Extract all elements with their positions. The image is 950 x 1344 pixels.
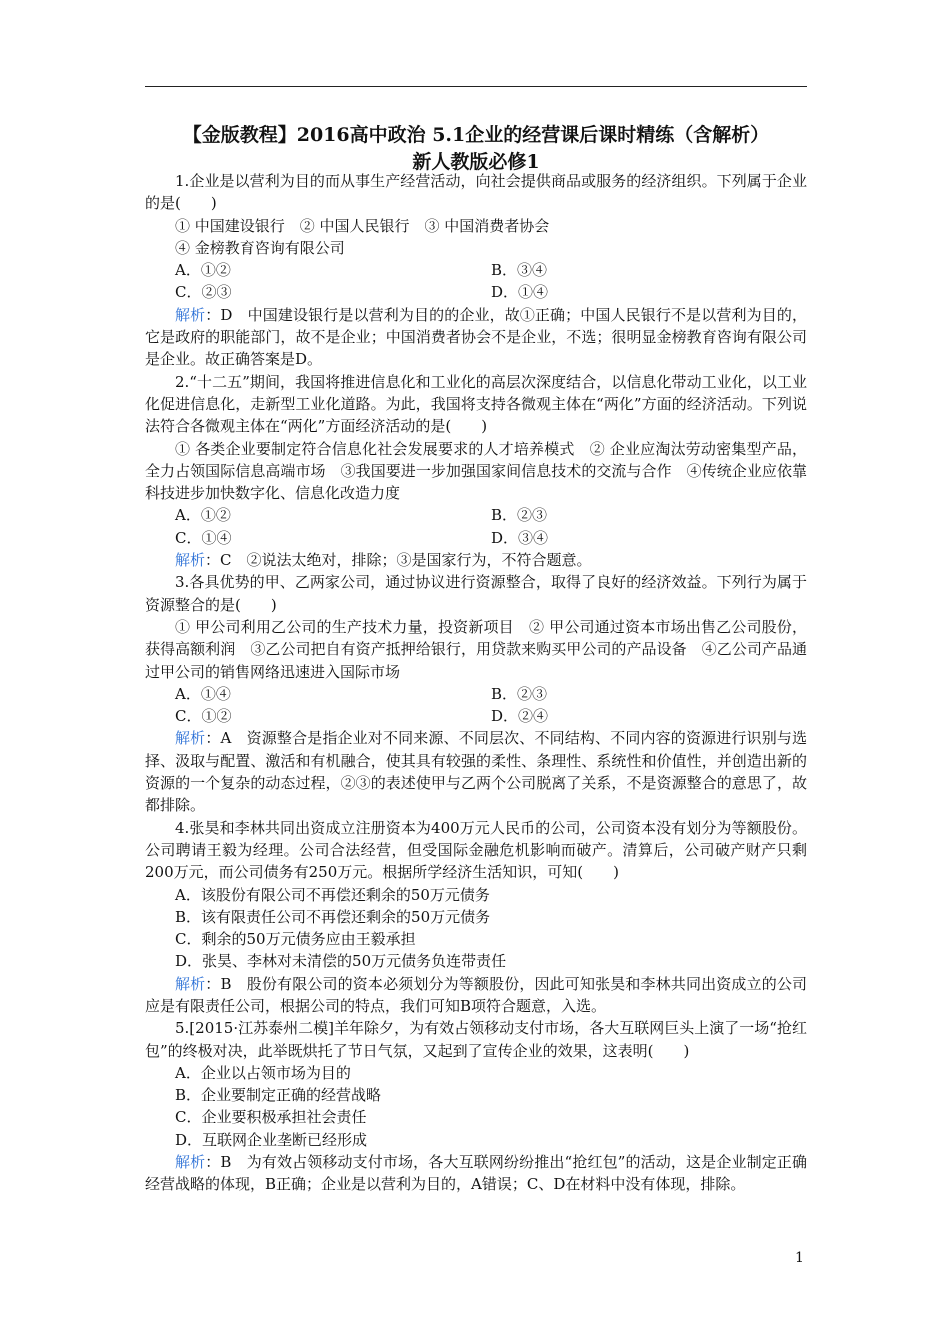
question-3-option-b: B．②③ bbox=[491, 684, 548, 703]
analysis-label: 解析 bbox=[175, 305, 206, 324]
question-1-options-row-2 bbox=[145, 281, 807, 303]
question-5-analysis bbox=[145, 1151, 807, 1196]
question-2-items: ① 各类企业要制定符合信息化社会发展要求的人才培养模式 ② 企业应淘汰劳动密集型产品，全力占领国际信息高端市场 ③我国要进一步加强国家间信息技术的交流与合作 ④传统企业应依靠科技进步加快数字化、信息化改造力度 bbox=[145, 439, 807, 503]
question-4-analysis bbox=[145, 973, 807, 1018]
question-3-options-row-1 bbox=[145, 683, 807, 705]
question-1-items-2: ④ 金榜教育咨询有限公司 bbox=[175, 238, 345, 257]
document-title bbox=[145, 122, 807, 176]
question-2-option-a: A．①② bbox=[175, 506, 231, 525]
question-1-option-a: A．①② bbox=[175, 261, 231, 280]
question-3-option-c: C．①② bbox=[175, 707, 232, 726]
question-5-option-d: D．互联网企业垄断已经形成 bbox=[175, 1130, 368, 1149]
analysis-text: ：C ②说法太绝对，排除；③是国家行为，不符合题意。 bbox=[205, 551, 592, 570]
question-2-analysis bbox=[145, 549, 807, 571]
question-1-option-b: B．③④ bbox=[491, 261, 548, 280]
document-body bbox=[145, 170, 807, 1196]
analysis-label: 解析 bbox=[175, 974, 206, 993]
analysis-text: ：A 资源整合是指企业对不同来源、不同层次、不同结构、不同内容的资源进行识别与选择、汲取与配置、激活和有机融合，使其具有较强的柔性、条理性、系统性和价值性，并创造出新的资源的一个复杂的动态过程，②③的表述使甲与乙两个公司脱离了关系，不是资源整合的意思了，故都排除。 bbox=[145, 729, 807, 815]
question-4-option-a: A．该股份有限公司不再偿还剩余的50万元债务 bbox=[175, 885, 490, 904]
question-3-analysis bbox=[145, 727, 807, 816]
question-1-items-1: ① 中国建设银行 ② 中国人民银行 ③ 中国消费者协会 bbox=[175, 216, 550, 235]
question-1-options-row-1 bbox=[145, 259, 807, 281]
question-3-option-d: D．②④ bbox=[491, 707, 549, 726]
question-2-options-row-1 bbox=[145, 504, 807, 526]
question-2-option-d: D．③④ bbox=[491, 528, 549, 547]
question-1-stem: 1.企业是以营利为目的而从事生产经营活动，向社会提供商品或服务的经济组织。下列属于企业的是( ) bbox=[145, 172, 807, 213]
analysis-label: 解析 bbox=[175, 729, 206, 748]
analysis-text: ：D 中国建设银行是以营利为目的的企业，故①正确；中国人民银行不是以营利为目的，它是政府的职能部门，故不是企业；中国消费者协会不是企业，不选；很明显金榜教育咨询有限公司是企业。故正确答案是D。 bbox=[145, 305, 807, 369]
title-line-2: 新人教版必修1 bbox=[412, 151, 540, 173]
question-2-option-c: C．①④ bbox=[175, 528, 232, 547]
question-1-analysis bbox=[145, 304, 807, 371]
page-number: 1 bbox=[795, 1250, 804, 1266]
question-2-option-b: B．②③ bbox=[491, 506, 548, 525]
analysis-text: ：B 股份有限公司的资本必须划分为等额股份，因此可知张昊和李林共同出资成立的公司应是有限责任公司，根据公司的特点，我们可知B项符合题意，入选。 bbox=[145, 974, 807, 1015]
question-5-option-a: A．企业以占领市场为目的 bbox=[175, 1063, 351, 1082]
analysis-label: 解析 bbox=[175, 1153, 206, 1172]
title-line-1: 【金版教程】2016高中政治 5.1企业的经营课后课时精练（含解析） bbox=[182, 124, 770, 146]
top-rule bbox=[145, 86, 807, 87]
analysis-text: ：B 为有效占领移动支付市场，各大互联网纷纷推出“抢红包”的活动，这是企业制定正确经营战略的体现，B正确；企业是以营利为目的，A错误；C、D在材料中没有体现，排除。 bbox=[145, 1153, 807, 1194]
question-5-option-b: B．企业要制定正确的经营战略 bbox=[175, 1086, 382, 1105]
question-4-stem: 4.张昊和李林共同出资成立注册资本为400万元人民币的公司，公司资本没有划分为等额股份。公司聘请王毅为经理。公司合法经营，但受国际金融危机影响而破产。清算后，公司破产财产只剩200万元，而公司债务有250万元。根据所学经济生活知识，可知( ) bbox=[145, 818, 807, 882]
question-2-options-row-2 bbox=[145, 527, 807, 549]
question-4-option-c: C．剩余的50万元债务应由王毅承担 bbox=[175, 930, 416, 949]
question-5-stem: 5.[2015·江苏泰州二模]羊年除夕，为有效占领移动支付市场，各大互联网巨头上演了一场“抢红包”的终极对决，此举既烘托了节日气氛，又起到了宣传企业的效果，这表明( ) bbox=[145, 1019, 807, 1060]
question-1-option-d: D．①④ bbox=[491, 283, 549, 302]
analysis-label: 解析 bbox=[175, 551, 206, 570]
question-3-option-a: A．①④ bbox=[175, 684, 231, 703]
question-2-stem: 2.“十二五”期间，我国将推进信息化和工业化的高层次深度结合，以信息化带动工业化，以工业化促进信息化，走新型工业化道路。为此，我国将支持各微观主体在“两化”方面的经济活动。下列说法符合各微观主体在“两化”方面经济活动的是( ) bbox=[145, 372, 807, 436]
question-5-option-c: C．企业要积极承担社会责任 bbox=[175, 1108, 367, 1127]
question-1-option-c: C．②③ bbox=[175, 283, 232, 302]
question-3-items: ① 甲公司利用乙公司的生产技术力量，投资新项目 ② 甲公司通过资本市场出售乙公司股份，获得高额利润 ③乙公司把自有资产抵押给银行，用贷款来购买甲公司的产品设备 ④乙公司产品通过甲公司的销售网络迅速进入国际市场 bbox=[145, 617, 807, 681]
question-3-options-row-2 bbox=[145, 705, 807, 727]
question-3-stem: 3.各具优势的甲、乙两家公司，通过协议进行资源整合，取得了良好的经济效益。下列行为属于资源整合的是( ) bbox=[145, 573, 807, 614]
question-4-option-d: D．张昊、李林对未清偿的50万元债务负连带责任 bbox=[175, 952, 507, 971]
question-4-option-b: B．该有限责任公司不再偿还剩余的50万元债务 bbox=[175, 907, 491, 926]
